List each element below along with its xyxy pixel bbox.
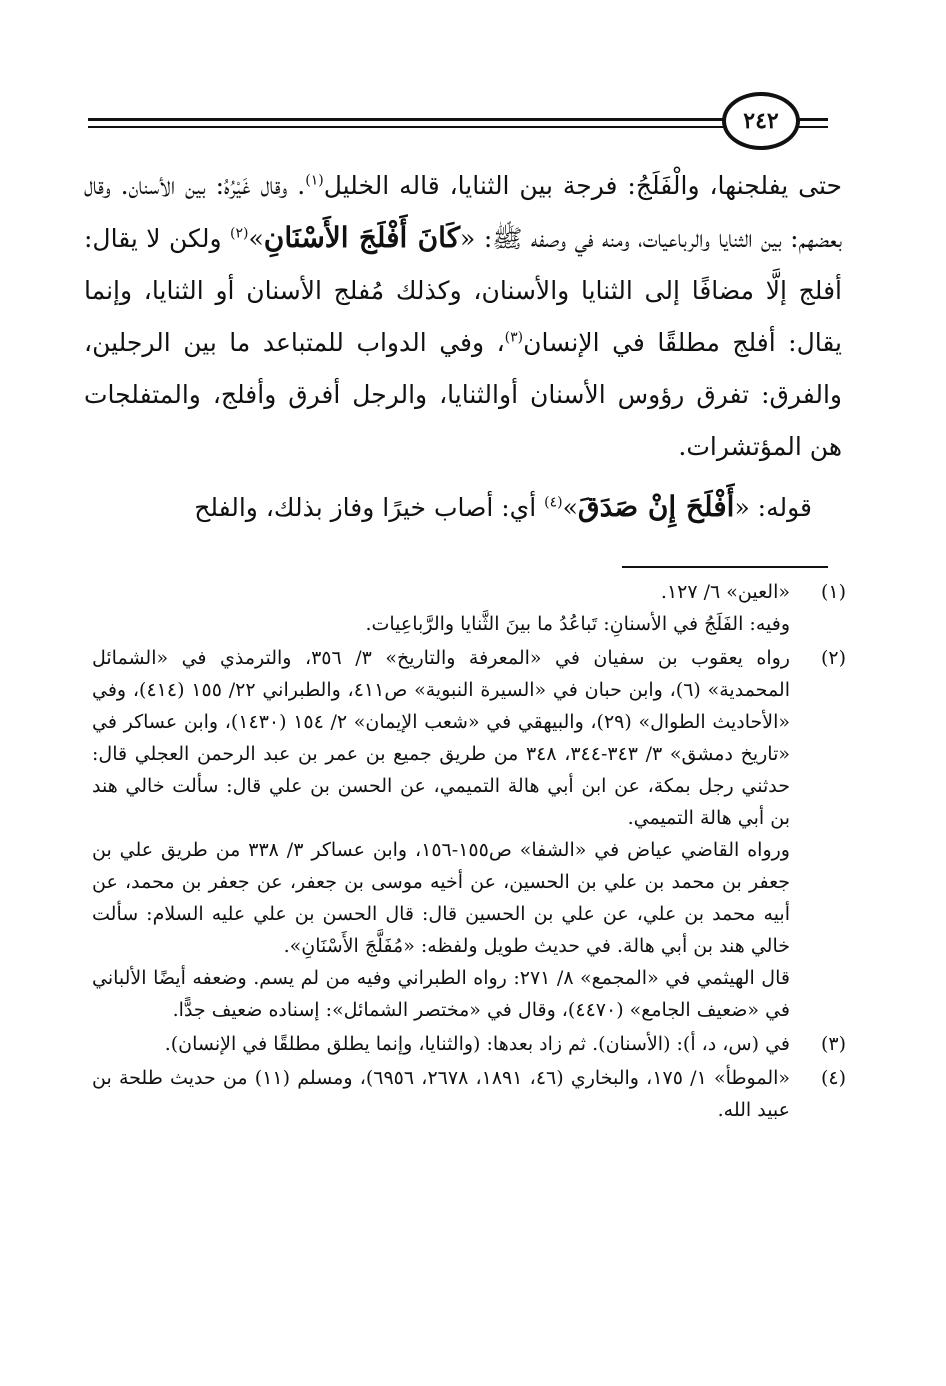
footnote-line: «العين» ٦/ ١٢٧. <box>660 581 790 603</box>
header-rule <box>88 126 748 128</box>
text-run: ولكن لا يقال: أفلج إلَّا مضافًا إلى الثنايا والأسنان، وكذلك مُفلج الأسنان أو الثنايا، وإنما يقال: أفلج مطلقًا في الإنسان <box>84 224 842 357</box>
paragraph <box>84 160 842 473</box>
text-run: . وقال غَيْرُهُ: بين الأسنان. وقال بعضهم: بين الثنايا والرباعيات، ومنه في وصفه ﷺ: « <box>84 171 842 253</box>
footnote-line: ورواه القاضي عياض في «الشفا» ص١٥٥-١٥٦، وابن عساكر ٣/ ٣٣٨ من طريق علي بن جعفر بن محمد بن علي بن الحسين، عن أخيه موسى بن جعفر، عن جعفر بن محمد، عن أبيه محمد بن علي، عن علي بن الحسين قال: قال الحسن بن علي عليه السلام: سألت خالي هند بن أبي هالة. في حديث طويل ولفظه: «مُفَلَّجَ الأَسْنَانِ». <box>92 839 790 957</box>
footnote <box>92 1028 846 1060</box>
hadith-quote: أَفْلَحَ إِنْ صَدَقَ <box>577 490 735 523</box>
text-run: قوله: « <box>734 493 812 522</box>
text-run: أي: أصاب خيرًا وفاز بذلك، والفلح <box>194 493 545 522</box>
footnote-number: (٣) <box>820 1033 846 1055</box>
footnote-line: قال الهيثمي في «المجمع» ٨/ ٢٧١: رواه الطبراني وفيه من لم يسم. وضعفه أيضًا الألباني في «ضعيف الجامع» (٤٤٧٠)، وقال في «مختصر الشمائل»: إسناده ضعيف جدًّا. <box>92 967 790 1021</box>
header-rule <box>88 118 748 121</box>
footnote-line: وفيه: الفَلَجُ في الأسنانِ: تَباعُدُ ما بينَ الثَّنايا والرَّباعِيات. <box>365 613 790 635</box>
text-run: » <box>562 493 578 522</box>
page-header <box>0 80 946 150</box>
footnote-number: (١) <box>820 581 846 603</box>
page-number: ٢٤٢ <box>722 92 800 150</box>
footnote-number: (٢) <box>820 647 846 669</box>
footnote-ref: (٣) <box>504 329 524 346</box>
text-run: حتى يفلجنها، والْفَلَجُ: فرجة بين الثنايا، قاله الخليل <box>323 171 842 200</box>
text-run: » <box>248 224 264 253</box>
footnote <box>92 642 846 1026</box>
footnotes <box>92 574 846 1126</box>
footnote-line: في (س، د، أ): (الأسنان). ثم زاد بعدها: (والثنايا، وإنما يطلق مطلقًا في الإنسان). <box>164 1033 790 1055</box>
footnote-line: رواه يعقوب بن سفيان في «المعرفة والتاريخ» ٣/ ٣٥٦، والترمذي في «الشمائل المحمدية» (٦)، وابن حبان في «السيرة النبوية» ص٤١١، والطبراني ٢٢/ ١٥٥ (٤١٤)، وفي «الأحاديث الطوال» (٢٩)، والبيهقي في «شعب الإيمان» ٢/ ١٥٤ (١٤٣٠)، وابن عساكر في «تاريخ دمشق» ٣/ ٣٤٣-٣٤٤، ٣٤٨ من طريق جميع بن عمر بن عبد الرحمن العجلي قال: حدثني رجل بمكة، عن ابن أبي هالة التميمي، عن الحسن بن علي قال: سألت خالي هند بن أبي هالة التميمي. <box>92 647 790 829</box>
footnote-number: (٤) <box>820 1067 846 1089</box>
main-text <box>84 160 842 534</box>
footnote-separator <box>622 566 828 568</box>
footnote-line: «الموطأ» ١/ ١٧٥، والبخاري (٤٦، ١٨٩١، ٢٦٧٨، ٦٩٥٦)، ومسلم (١١) من حديث طلحة بن عبيد الله. <box>92 1067 791 1121</box>
footnote-ref: (٢) <box>230 225 249 242</box>
footnote <box>92 576 846 640</box>
footnote-ref: (٤) <box>544 494 563 511</box>
text-run: ، وفي الدواب للمتباعد ما بين الرجلين، والفرق: تفرق رؤوس الأسنان أوالثنايا، والرجل أفرق وأفلج، والمتفلجات هن المؤتشرات. <box>84 328 842 461</box>
footnote <box>92 1062 846 1126</box>
paragraph <box>84 481 842 534</box>
footnote-ref: (١) <box>305 172 324 189</box>
hadith-quote: كَانَ أَفْلَجَ الأَسْنَانِ <box>263 221 461 254</box>
